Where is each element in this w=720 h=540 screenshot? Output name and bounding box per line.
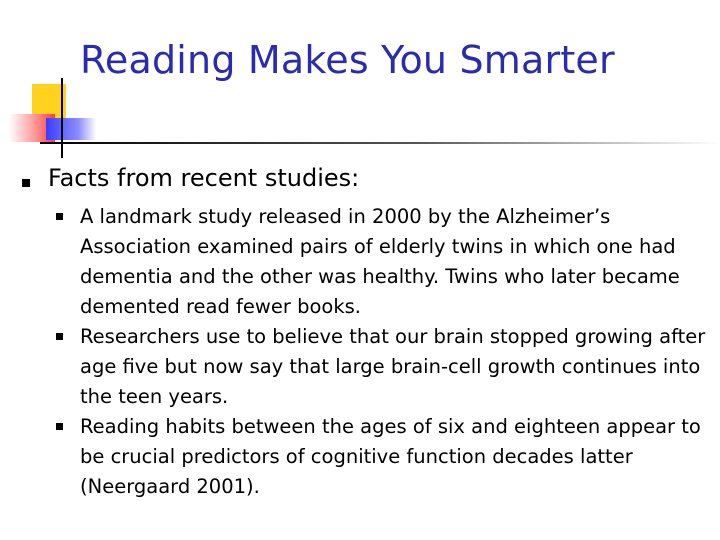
bullet-square-icon	[56, 333, 63, 340]
slide-title: Reading Makes You Smarter	[80, 38, 615, 82]
decorative-vertical-line	[61, 78, 63, 158]
bullet-square-icon	[56, 213, 63, 220]
bullet-square-icon	[22, 179, 30, 187]
list-item	[52, 412, 712, 502]
bullet-square-icon	[56, 423, 63, 430]
list-item-text: Reading habits between the ages of six and eighteen appear to be crucial predictors of cognitive function decades latter (Neergaard 2001).	[80, 415, 701, 498]
list-item-text: Researchers use to believe that our brain stopped growing after age five but now say that large brain-cell growth continues into the teen years.	[80, 325, 706, 408]
title-divider-line	[40, 142, 720, 144]
decorative-blue-bar	[46, 118, 96, 140]
list-item-text: A landmark study released in 2000 by the Alzheimer’s Association examined pairs of elderly twins in which one had dementia and the other was healthy. Twins who later became demented read fewer books.	[80, 205, 680, 318]
list-item	[52, 202, 712, 322]
section-heading: Facts from recent studies:	[48, 164, 360, 192]
list-item	[52, 322, 712, 412]
fact-list	[52, 202, 712, 502]
